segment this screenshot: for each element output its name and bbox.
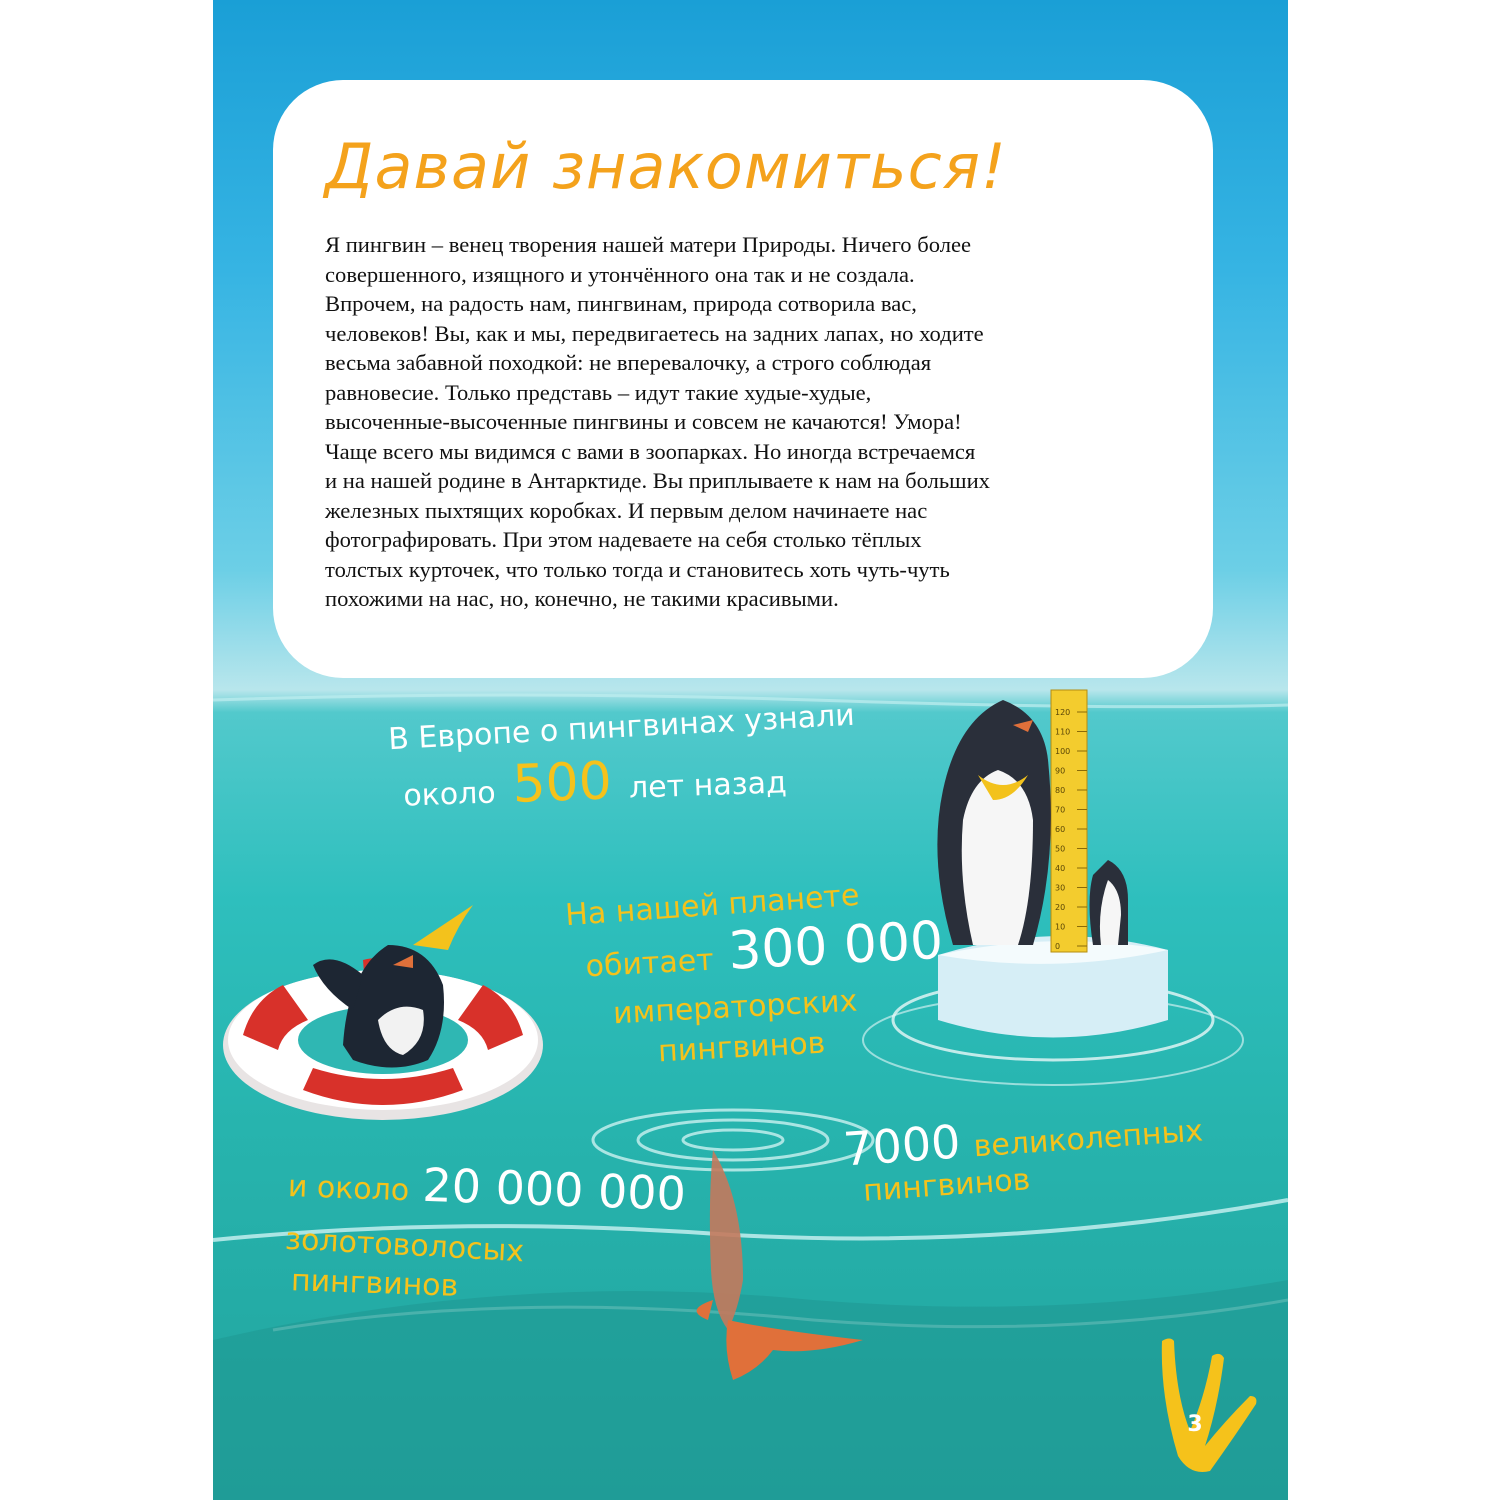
intro-text-line: равновесие. Только представь – идут такие худые-худые, — [325, 379, 872, 405]
fact-planet-line4: пингвинов — [657, 1025, 827, 1070]
intro-text-line: толстых курточек, что только тогда и становитесь хоть чуть-чуть — [325, 556, 950, 582]
fact-planet-line3: императорских — [612, 983, 859, 1032]
ruler-tick-label: 10 — [1055, 922, 1066, 932]
ruler-tick-label: 80 — [1055, 786, 1066, 795]
ruler-tick-label: 90 — [1055, 766, 1066, 776]
intro-text-line: Я пингвин – венец творения нашей матери Природы. Ничего более — [325, 232, 972, 257]
page-number: 3 — [1187, 1412, 1203, 1437]
fact-planet-prefix: обитает — [584, 942, 715, 985]
intro-text — [325, 230, 1185, 614]
fact-magnificent-word: великолепных — [972, 1113, 1205, 1165]
page-title: Давай знакомиться! — [325, 130, 1007, 203]
intro-text-line: Чаще всего мы видимся с вами в зоопарках. Но иногда встречаемся — [325, 438, 976, 464]
intro-text-line: высоченные-высоченные пингвины и совсем не качаются! Умора! — [325, 409, 962, 434]
ruler-tick-label: 110 — [1055, 727, 1071, 737]
ruler-tick-label: 30 — [1055, 883, 1066, 893]
fact-golden-line2: золотоволосых — [284, 1221, 525, 1270]
fact-europe-line1: В Европе о пингвинах узнали — [387, 697, 856, 758]
fact-golden-prefix: и около — [287, 1169, 410, 1209]
ruler-tick-label: 120 — [1055, 708, 1071, 717]
footprint-icon — [1150, 1336, 1260, 1476]
fact-magnificent-number: 7000 — [841, 1114, 963, 1177]
ruler-tick-label: 100 — [1055, 747, 1071, 756]
fact-planet-line1: На нашей планете — [564, 877, 861, 934]
intro-text-line: человеков! Вы, как и мы, передвигаетесь на задних лапах, но ходите — [325, 320, 984, 346]
ruler-tick-label: 0 — [1055, 942, 1061, 951]
intro-text-line: и на нашей родине в Антарктиде. Вы приплываете к нам на больших — [325, 468, 990, 493]
ice-floe-with-penguins — [863, 690, 1243, 1085]
fact-europe-number: 500 — [511, 751, 613, 815]
intro-text-line: Впрочем, на радость нам, пингвинам, природа сотворила вас, — [325, 291, 917, 316]
intro-text-line: весьма забавной походкой: не вперевалочку, а строго соблюдая — [325, 350, 932, 375]
intro-text-line: фотографировать. При этом надеваете на себя столько тёплых — [325, 527, 922, 552]
fact-magnificent-line2: пингвинов — [861, 1162, 1032, 1209]
ruler-tick-label: 60 — [1055, 825, 1066, 834]
ruler-tick-label: 50 — [1055, 844, 1066, 854]
fact-golden-number: 20 000 000 — [421, 1157, 687, 1221]
ruler-tick-label: 70 — [1055, 805, 1066, 815]
fact-golden-line3: пингвинов — [290, 1263, 459, 1304]
fact-europe-suffix: лет назад — [628, 765, 788, 806]
fact-europe-prefix: около — [402, 775, 497, 814]
book-page — [213, 0, 1288, 1500]
penguin-in-life-ring — [223, 905, 543, 1120]
deep-water — [213, 1280, 1288, 1500]
ruler-tick-label: 40 — [1055, 864, 1066, 873]
water-ripples — [593, 1110, 873, 1170]
ruler-tick-label: 20 — [1055, 903, 1066, 912]
intro-text-line: похожими на нас, но, конечно, не такими красивыми. — [325, 586, 839, 611]
intro-text-line: совершенного, изящного и утончённого она так и не создала. — [325, 261, 915, 287]
fact-planet-number: 300 000 — [726, 910, 945, 982]
intro-text-line: железных пыхтящих коробках. И первым делом начинаете нас — [325, 497, 928, 523]
